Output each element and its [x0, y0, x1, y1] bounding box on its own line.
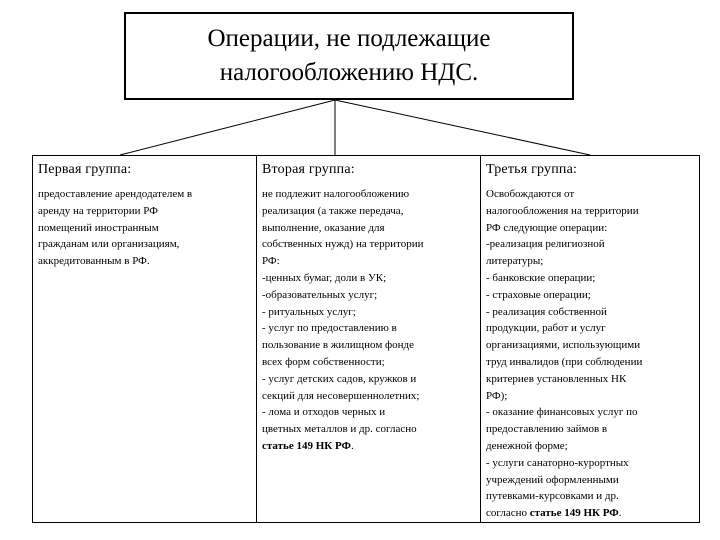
group-line: - лома и отходов черных и — [262, 406, 386, 419]
group-line: собственных нужд) на территории — [262, 238, 424, 251]
group-line: помещений иностранным — [38, 221, 159, 234]
group-line: продукции, работ и услуг — [486, 322, 606, 335]
group-line: путевками-курсовками и др. — [486, 490, 619, 503]
group-line: РФ следующие операции: — [486, 221, 608, 234]
group-line: - оказание финансовых услуг по — [486, 406, 638, 419]
group-line-reference — [262, 438, 476, 455]
group-heading: Третья группа: — [486, 162, 578, 177]
connector-right — [335, 100, 590, 155]
group-line: критериев установленных НК — [486, 372, 627, 385]
group-line: не подлежит налогообложению — [262, 188, 410, 200]
group-line: гражданам или организациям, — [38, 238, 180, 251]
reference-suffix: . — [351, 439, 354, 452]
group-line: налогообложения на территории — [486, 204, 639, 217]
title-line-2: налогообложению НДС. — [219, 59, 479, 86]
group-line: труд инвалидов (при соблюдении — [486, 355, 643, 368]
group-line: - услуги санаторно-курортных — [486, 456, 629, 469]
group-line: аренду на территории РФ — [38, 204, 158, 217]
reference-prefix: согласно — [486, 507, 530, 520]
title-text — [207, 22, 490, 90]
group-line: - страховые операции; — [486, 288, 591, 301]
group-line: цветных металлов и др. согласно — [262, 423, 417, 436]
group-line-reference — [486, 505, 695, 522]
group-line: предоставление арендодателем в — [38, 188, 193, 200]
group-line: реализация (а также передача, — [262, 204, 404, 217]
group-line: -ценных бумаг, доли в УК; — [262, 271, 387, 284]
group-line: - банковские операции; — [486, 271, 596, 284]
group-line: - реализация собственной — [486, 305, 607, 318]
group-body — [262, 186, 476, 455]
group-line: денежной форме; — [486, 439, 568, 452]
group-line: - услуг по предоставлению в — [262, 322, 397, 335]
group-line: Освобождаются от — [486, 188, 575, 200]
group-line: РФ); — [486, 389, 508, 402]
group-line: - услуг детских садов, кружков и — [262, 372, 417, 385]
group-heading: Вторая группа: — [262, 162, 355, 177]
group-line: предоставлению займов в — [486, 423, 608, 436]
group-line: выполнение, оказание для — [262, 221, 385, 234]
group-line: аккредитованным в РФ. — [38, 255, 150, 268]
title-line-1: Операции, не подлежащие — [207, 25, 491, 52]
group-line: РФ: — [262, 255, 280, 268]
group-column-third — [481, 156, 699, 522]
group-line: учреждений оформленными — [486, 473, 619, 486]
group-heading: Первая группа: — [38, 162, 132, 177]
reference-suffix: . — [618, 507, 622, 520]
group-line: организациями, использующими — [486, 339, 641, 352]
group-line: литературы; — [486, 255, 544, 268]
title-box — [124, 12, 574, 100]
group-line: всех форм собственности; — [262, 355, 385, 368]
connector-left — [120, 100, 335, 155]
group-line: -образовательных услуг; — [262, 288, 378, 301]
group-line: - ритуальных услуг; — [262, 305, 356, 318]
group-line: пользование в жилищном фонде — [262, 339, 415, 352]
group-line: -реализация религиозной — [486, 238, 605, 251]
groups-table — [32, 155, 700, 523]
law-reference: статье 149 НК РФ — [529, 507, 619, 520]
group-line: секций для несовершеннолетних; — [262, 389, 420, 402]
group-column-first — [33, 156, 257, 522]
group-body — [486, 186, 695, 522]
law-reference: статье 149 НК РФ — [262, 439, 351, 452]
group-column-second — [257, 156, 481, 522]
group-body — [38, 186, 252, 270]
